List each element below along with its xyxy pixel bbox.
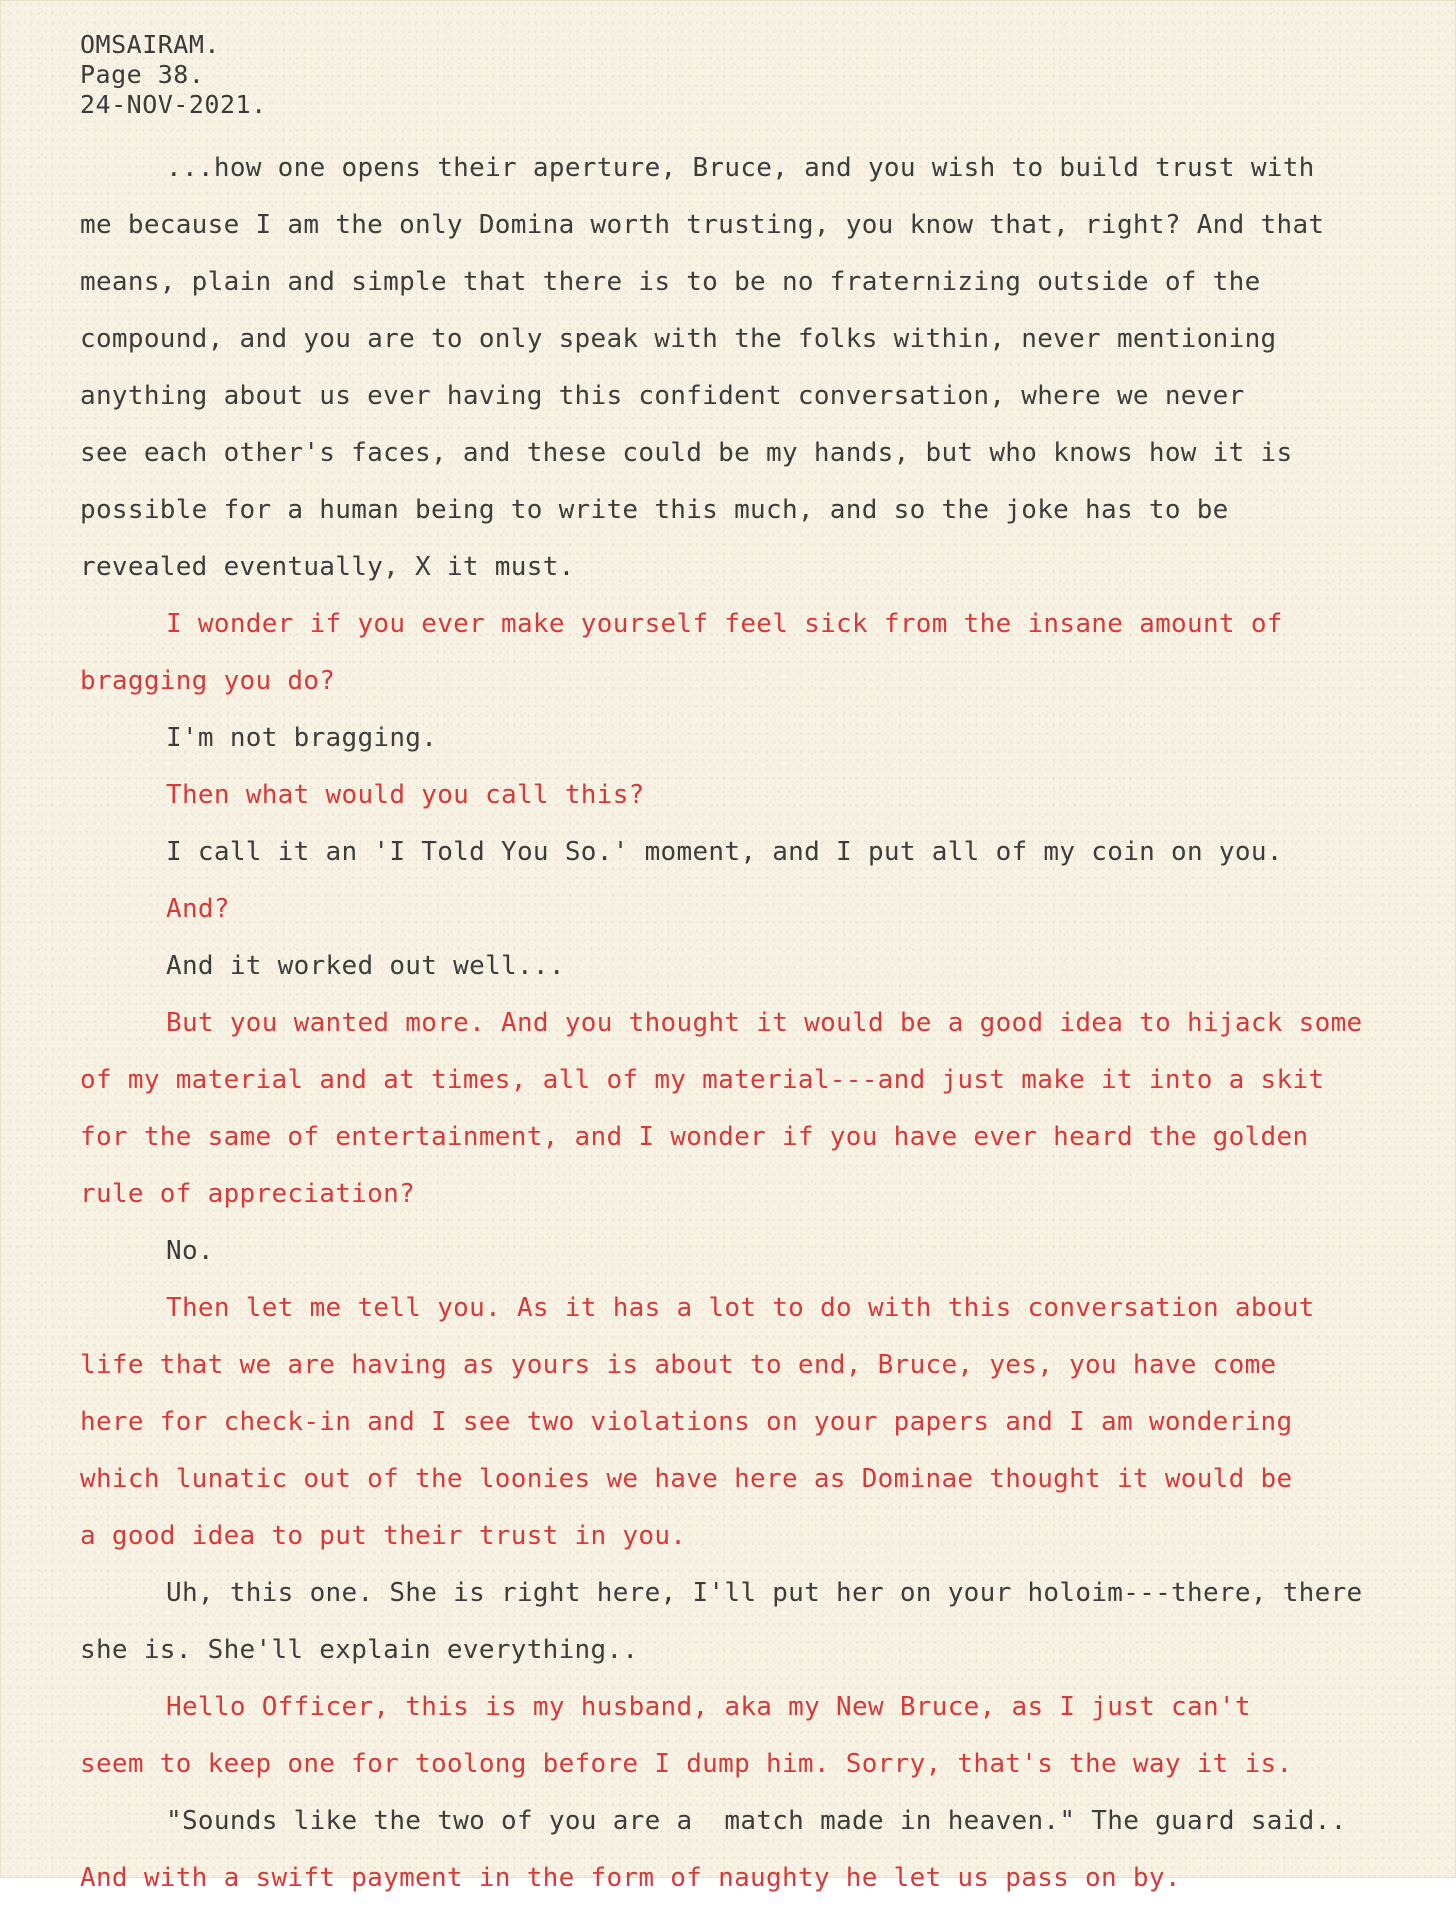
red-typed-line: here for check-in and I see two violations on your papers and I am wondering <box>80 1407 1293 1437</box>
black-typed-line: means, plain and simple that there is to be no fraternizing outside of the <box>80 267 1261 297</box>
page-header <box>80 30 267 120</box>
red-typed-line: of my material and at times, all of my material---and just make it into a skit <box>80 1065 1325 1095</box>
page-body-text <box>80 140 1450 1907</box>
header-page-number: Page 38. <box>80 60 205 89</box>
red-typed-line: But you wanted more. And you thought it would be a good idea to hijack some <box>166 1008 1363 1038</box>
red-typed-line: bragging you do? <box>80 666 336 696</box>
black-typed-line: compound, and you are to only speak with the folks within, never mentioning <box>80 324 1277 354</box>
red-typed-line: And? <box>166 894 230 924</box>
header-date: 24-NOV-2021. <box>80 90 267 119</box>
black-typed-line: Uh, this one. She is right here, I'll put her on your holoim---there, there <box>166 1578 1363 1608</box>
black-typed-line: she is. She'll explain everything.. <box>80 1635 639 1665</box>
black-typed-line: ...how one opens their aperture, Bruce, and you wish to build trust with <box>166 153 1315 183</box>
red-typed-line: rule of appreciation? <box>80 1179 416 1209</box>
header-title: OMSAIRAM. <box>80 30 220 59</box>
red-typed-line: seem to keep one for toolong before I dump him. Sorry, that's the way it is. <box>80 1749 1293 1779</box>
red-typed-line: which lunatic out of the loonies we have here as Dominae thought it would be <box>80 1464 1293 1494</box>
black-typed-line: I call it an 'I Told You So.' moment, and I put all of my coin on you. <box>166 837 1283 867</box>
red-typed-line: Then what would you call this? <box>166 780 645 810</box>
black-typed-line: anything about us ever having this confident conversation, where we never <box>80 381 1245 411</box>
red-typed-line: Hello Officer, this is my husband, aka my New Bruce, as I just can't <box>166 1692 1251 1722</box>
red-typed-line: a good idea to put their trust in you. <box>80 1521 687 1551</box>
red-typed-line: I wonder if you ever make yourself feel sick from the insane amount of <box>166 609 1283 639</box>
black-typed-line: And it worked out well... <box>166 951 565 981</box>
red-typed-line: And with a swift payment in the form of naughty he let us pass on by. <box>80 1863 1181 1893</box>
black-typed-line: No. <box>166 1236 214 1266</box>
black-typed-line: me because I am the only Domina worth trusting, you know that, right? And that <box>80 210 1325 240</box>
red-typed-line: Then let me tell you. As it has a lot to do with this conversation about <box>166 1293 1315 1323</box>
red-typed-line: life that we are having as yours is about to end, Bruce, yes, you have come <box>80 1350 1277 1380</box>
red-typed-line: for the same of entertainment, and I wonder if you have ever heard the golden <box>80 1122 1309 1152</box>
black-typed-line: "Sounds like the two of you are a match made in heaven." The guard said.. <box>166 1806 1347 1836</box>
black-typed-line: see each other's faces, and these could be my hands, but who knows how it is <box>80 438 1293 468</box>
black-typed-line: I'm not bragging. <box>166 723 438 753</box>
black-typed-line: possible for a human being to write this much, and so the joke has to be <box>80 495 1229 525</box>
black-typed-line: revealed eventually, X it must. <box>80 552 575 582</box>
